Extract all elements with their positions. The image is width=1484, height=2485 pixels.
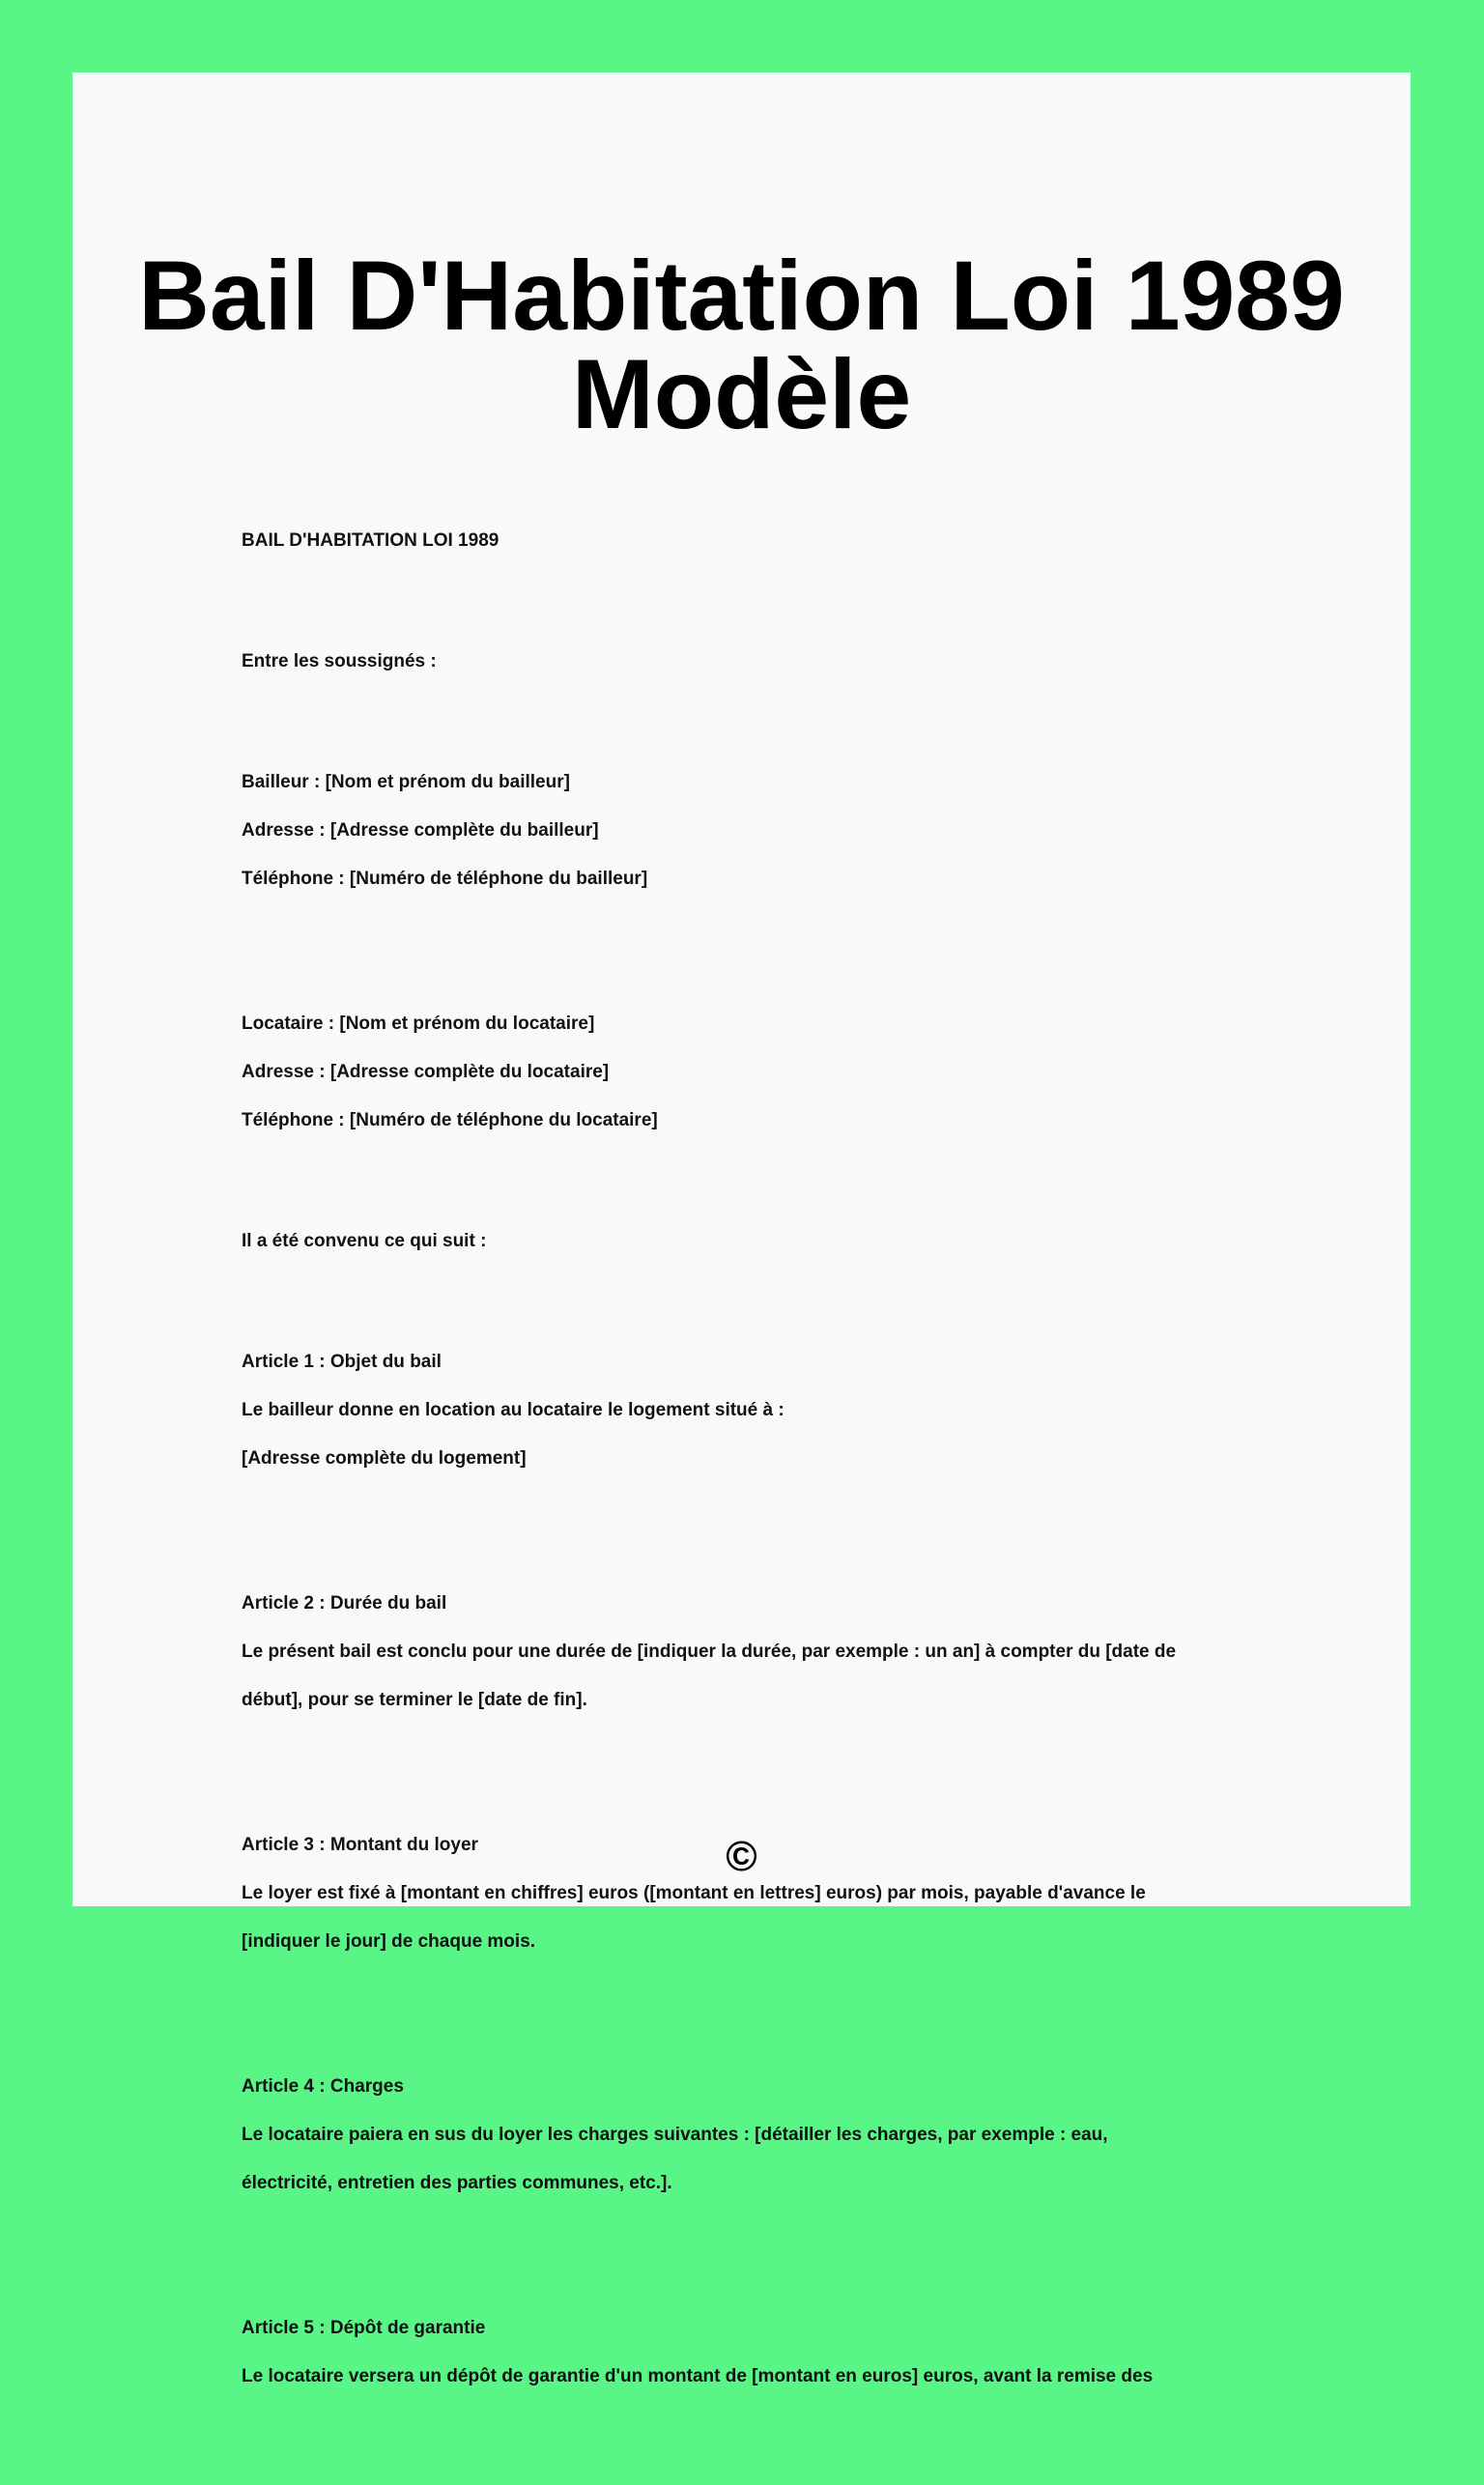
article-title: Article 4 : Charges	[242, 2076, 404, 2097]
article-1	[242, 1326, 1324, 1495]
intro-paragraph: Entre les soussignés :	[242, 651, 437, 671]
locataire-block	[242, 987, 1324, 1157]
document-body	[242, 528, 1324, 2485]
bailleur-address: Adresse : [Adresse complète du bailleur]	[242, 820, 599, 841]
article-text: Le présent bail est conclu pour une durée de [indiquer la durée, par exemple : un an] à compter du [date de	[242, 1642, 1177, 1662]
title-line-2: Modèle	[571, 339, 912, 449]
document-page	[72, 72, 1411, 2386]
locataire-name: Locataire : [Nom et prénom du locataire]	[242, 1014, 595, 1034]
title-line-1: Bail D'Habitation Loi 1989	[138, 241, 1345, 351]
locataire-phone: Téléphone : [Numéro de téléphone du locataire]	[242, 1110, 658, 1130]
article-3	[242, 1809, 1324, 1978]
document-title	[72, 241, 1411, 449]
document-heading: BAIL D'HABITATION LOI 1989	[242, 530, 499, 551]
article-text: Le bailleur donne en location au locataire le logement situé à :	[242, 1400, 785, 1420]
article-title: Article 1 : Objet du bail	[242, 1352, 442, 1372]
article-title: Article 3 : Montant du loyer	[242, 1835, 478, 1855]
article-text: [indiquer le jour] de chaque mois.	[242, 1931, 536, 1952]
article-text: début], pour se terminer le [date de fin].	[242, 1690, 587, 1710]
article-4	[242, 2050, 1324, 2219]
bailleur-block	[242, 746, 1324, 915]
locataire-address: Adresse : [Adresse complète du locataire]	[242, 1062, 610, 1082]
article-text: [Adresse complète du logement]	[242, 1448, 527, 1469]
convenu-paragraph: Il a été convenu ce qui suit :	[242, 1231, 487, 1251]
copyright-icon: ©	[726, 1833, 757, 1880]
article-2	[242, 1567, 1324, 1736]
article-text: Le locataire versera un dépôt de garantie d'un montant de [montant en euros] euros, avant la remise des	[242, 2366, 1154, 2386]
article-title: Article 5 : Dépôt de garantie	[242, 2318, 486, 2338]
article-text: électricité, entretien des parties communes, etc.].	[242, 2173, 672, 2193]
article-text: Le loyer est fixé à [montant en chiffres] euros ([montant en lettres] euros) par mois, payable d'avance le	[242, 1883, 1146, 1903]
bailleur-phone: Téléphone : [Numéro de téléphone du bailleur]	[242, 869, 648, 889]
article-title: Article 2 : Durée du bail	[242, 1593, 447, 1614]
article-text: Le locataire paiera en sus du loyer les charges suivantes : [détailler les charges, par exemple : eau,	[242, 2125, 1108, 2145]
article-5	[242, 2292, 1324, 2413]
bailleur-name: Bailleur : [Nom et prénom du bailleur]	[242, 772, 570, 792]
